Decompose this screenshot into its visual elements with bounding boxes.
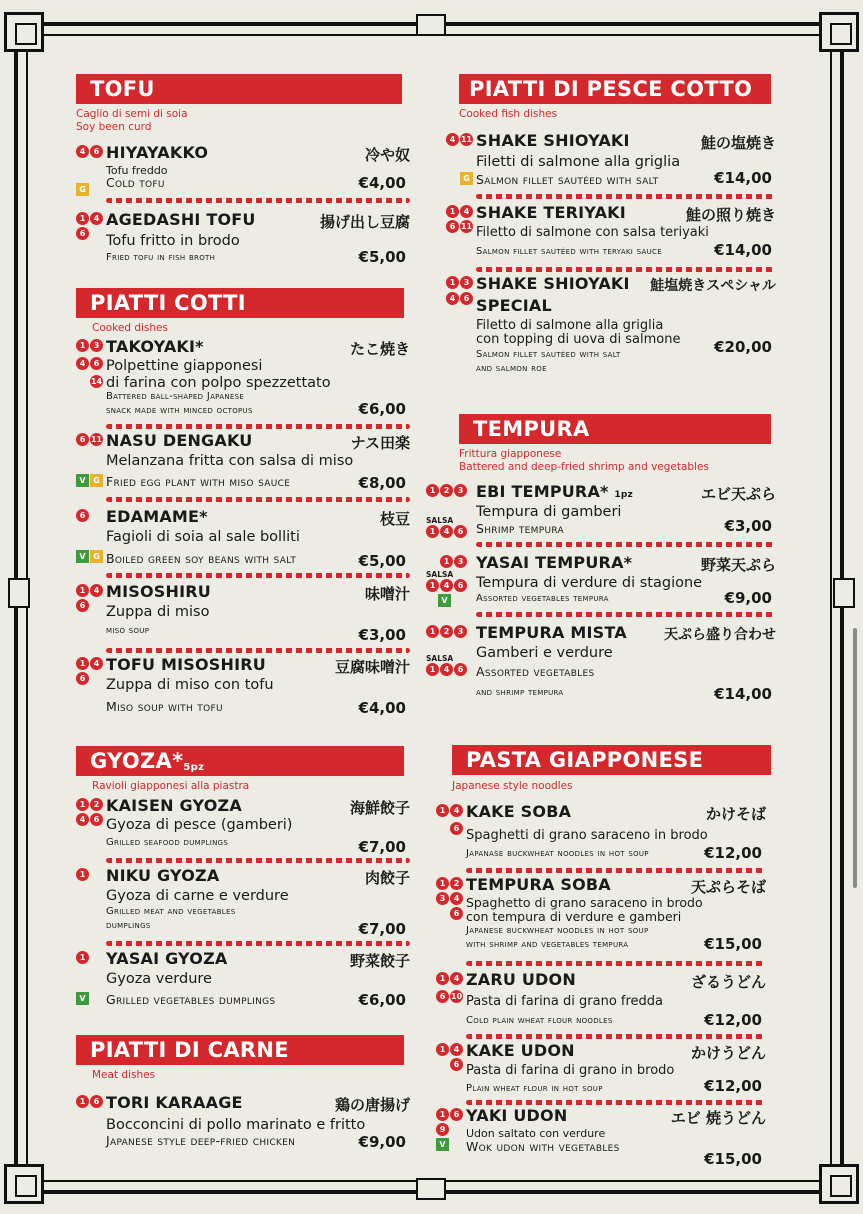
divider-wave (106, 858, 410, 863)
allergen-badge: 11 (90, 435, 103, 444)
item-japanese-name: エビ 焼うどん (670, 1109, 766, 1127)
item-english: dumplings (106, 920, 151, 931)
allergen-badges (446, 133, 476, 187)
divider-wave (106, 424, 410, 429)
section-title: TOFU (76, 74, 402, 104)
section-title (76, 746, 404, 776)
item-name: NIKU GYOZA (106, 866, 220, 885)
allergen-badge: 6 (446, 220, 459, 233)
allergen-badges (446, 205, 476, 235)
frame-notch (416, 14, 446, 36)
item-description: Filetti di salmone alla griglia (476, 154, 681, 170)
salsa-label: SALSA (426, 570, 454, 579)
divider-wave (476, 542, 776, 547)
item-price: €5,00 (358, 248, 406, 266)
allergen-badges (76, 1095, 106, 1110)
allergen-badge: 1 (436, 804, 449, 817)
divider-wave (476, 194, 776, 199)
divider-wave (466, 961, 766, 966)
item-english: Salmon fillet sautéed with salt (476, 349, 621, 360)
allergen-badge: 1 (436, 1043, 449, 1056)
vegetarian-tag: V (76, 474, 89, 487)
item-price: €14,00 (714, 169, 772, 187)
allergen-badge: 4 (90, 212, 103, 225)
item-japanese-name: 野菜天ぷら (700, 556, 776, 574)
item-japanese-name: 冷や奴 (364, 146, 410, 164)
item-english: with shrimp and vegetables tempura (466, 939, 629, 950)
gluten-free-tag: G (90, 474, 103, 487)
allergen-badge: 2 (440, 484, 453, 497)
item-price: €20,00 (714, 338, 772, 356)
allergen-badge: 6 (454, 663, 467, 676)
item-english: Battered ball-shaped Japanese (106, 391, 245, 402)
item-english: Salmon fillet sautéed with salt (476, 172, 659, 187)
item-name: SHAKE SHIOYAKI (476, 131, 630, 150)
corner-ornament (4, 12, 44, 52)
section-subtitle: Ravioli giapponesi alla piastra (92, 780, 250, 792)
item-description: Tofu freddo (106, 164, 168, 177)
item-description: Filetto di salmone con salsa teriyaki (476, 225, 709, 240)
allergen-badge: 4 (76, 813, 89, 826)
item-english: Salmon fillet sautéed with teryaki sauce (476, 246, 662, 257)
allergen-badge: 6 (90, 145, 103, 158)
item-price: €4,00 (358, 699, 406, 717)
allergen-badges (436, 804, 466, 837)
allergen-badge: 11 (460, 135, 473, 144)
item-description: Zuppa di miso con tofu (106, 677, 274, 693)
item-english: Shrimp tempura (476, 521, 564, 536)
allergen-badge: 6 (90, 1095, 103, 1108)
frame-notch (416, 1178, 446, 1200)
allergen-badge: 6 (450, 1108, 463, 1121)
section-title-text: GYOZA* (90, 749, 184, 773)
allergen-badge: 11 (460, 222, 473, 231)
item-name: TOFU MISOSHIRU (106, 655, 266, 674)
item-english: miso soup (106, 625, 150, 636)
item-description: Tofu fritto in brodo (106, 233, 240, 249)
allergen-badge: 6 (460, 292, 473, 305)
gluten-free-tag: G (90, 550, 103, 563)
item-description: Pasta di farina di grano fredda (466, 994, 664, 1009)
item-description: con tempura di verdure e gamberi (466, 909, 682, 924)
item-description: Spaghetto di grano saraceno in brodo (466, 895, 703, 910)
item-description: Polpettine giapponesi (106, 358, 263, 374)
allergen-badge: 6 (90, 813, 103, 826)
item-japanese-name: 肉餃子 (364, 869, 410, 887)
item-description: Gyoza di pesce (gamberi) (106, 817, 293, 833)
section-subtitle: Cooked fish dishes (459, 108, 558, 120)
allergen-badge: 1 (76, 212, 89, 225)
allergen-badge: 3 (90, 339, 103, 352)
allergen-badge: 6 (436, 990, 449, 1003)
allergen-badges (436, 1043, 466, 1073)
item-japanese-name: 味噌汁 (364, 585, 410, 603)
allergen-badges (76, 951, 106, 1007)
item-name: YAKI UDON (466, 1106, 568, 1125)
item-description: di farina con polpo spezzettato (106, 375, 331, 391)
item-japanese-name: かけうどん (690, 1044, 766, 1062)
item-name: AGEDASHI TOFU (106, 210, 256, 229)
item-price: €12,00 (704, 844, 762, 862)
item-description: Pasta di farina di grano in brodo (466, 1063, 675, 1078)
allergen-badge: 6 (76, 433, 89, 446)
allergen-badge: 1 (76, 868, 89, 881)
allergen-badge: 1 (426, 484, 439, 497)
allergen-badge: 1 (446, 205, 459, 218)
allergen-badge: 3 (460, 276, 473, 289)
item-description: Tempura di gamberi (476, 504, 622, 520)
item-name: SHAKE SHIOYAKI (476, 274, 630, 293)
section-subtitle: Battered and deep-fried shrimp and vegetables (459, 461, 709, 473)
section-subtitle: Frittura giapponese (459, 448, 562, 460)
allergen-badges (426, 484, 476, 540)
allergen-badge: 3 (454, 555, 467, 568)
allergen-badge: 6 (76, 509, 89, 522)
allergen-badge: 3 (454, 625, 467, 638)
item-price: €6,00 (358, 991, 406, 1009)
item-price: €3,00 (724, 517, 772, 535)
section-gyoza (76, 746, 410, 793)
item-description: Gamberi e verdure (476, 645, 613, 661)
item-japanese-name: 揚げ出し豆腐 (319, 213, 410, 231)
item-english: snack made with minced octopus (106, 405, 253, 416)
item-price: €14,00 (714, 241, 772, 259)
item-price: €6,00 (358, 400, 406, 418)
allergen-badges (76, 145, 106, 198)
item-price: €8,00 (358, 474, 406, 492)
item-name: TEMPURA MISTA (476, 623, 627, 642)
corner-ornament (819, 1164, 859, 1204)
item-name-text: EBI TEMPURA* (476, 482, 609, 501)
allergen-badge: 4 (440, 663, 453, 676)
allergen-badge: 1 (76, 657, 89, 670)
section-subtitle: Cooked dishes (92, 322, 168, 334)
allergen-badges (76, 212, 106, 242)
divider-wave (466, 868, 766, 873)
item-name: KAISEN GYOZA (106, 796, 242, 815)
item-price: €7,00 (358, 920, 406, 938)
allergen-badge: 6 (76, 599, 89, 612)
item-name: SHAKE TERIYAKI (476, 203, 626, 222)
item-name: MISOSHIRU (106, 582, 211, 601)
allergen-badge: 10 (450, 992, 463, 1001)
item-english: Grilled meat and vegetables (106, 906, 236, 917)
item-price: €14,00 (714, 685, 772, 703)
item-name: YASAI TEMPURA* (476, 553, 633, 572)
allergen-badge: 1 (436, 1108, 449, 1121)
item-japanese-name: かけそば (705, 805, 766, 823)
gluten-free-tag: G (76, 183, 89, 196)
allergen-badge: 4 (76, 357, 89, 370)
item-english: Wok udon with vegetables (466, 1139, 620, 1154)
item-english: Assorted vegetables tempura (476, 593, 609, 604)
allergen-badge: 6 (76, 227, 89, 240)
item-price: €9,00 (724, 589, 772, 607)
item-english: Fried tofu in fish broth (106, 252, 216, 263)
allergen-badges (446, 276, 476, 307)
item-name (476, 482, 633, 501)
item-name: HIYAYAKKO (106, 143, 209, 162)
item-name: ZARU UDON (466, 970, 576, 989)
allergen-badge: 4 (440, 579, 453, 592)
allergen-badge: 4 (446, 133, 459, 146)
item-description: Spaghetti di grano saraceno in brodo (466, 828, 708, 843)
item-japanese-name: 鮭塩焼きスペシャル (650, 278, 776, 294)
item-description: Zuppa di miso (106, 604, 210, 620)
allergen-badge: 1 (76, 1095, 89, 1108)
item-english: Miso soup with tofu (106, 699, 223, 714)
scrollbar[interactable] (853, 628, 857, 888)
divider-wave (106, 497, 410, 502)
salsa-label: SALSA (426, 654, 454, 663)
item-japanese-name: 海鮮餃子 (349, 799, 410, 817)
allergen-badge: 6 (454, 579, 467, 592)
allergen-badge: 6 (450, 907, 463, 920)
section-piatti-di-carne (76, 1035, 410, 1082)
allergen-badge: 4 (450, 1043, 463, 1056)
item-japanese-name: ナス田楽 (350, 434, 410, 452)
section-title-suffix: 5pz (183, 762, 205, 773)
allergen-badge: 1 (426, 579, 439, 592)
item-price: €7,00 (358, 838, 406, 856)
item-english: Cold tofu (106, 175, 165, 190)
allergen-badge: 4 (76, 145, 89, 158)
allergen-badge: 4 (90, 584, 103, 597)
allergen-badge: 14 (90, 377, 103, 386)
item-japanese-name: 鶏の唐揚げ (334, 1096, 410, 1114)
frame-notch (833, 578, 855, 608)
divider-wave (106, 198, 410, 203)
item-english: Grilled seafood dumplings (106, 837, 229, 848)
item-price: €12,00 (704, 1011, 762, 1029)
section-title: TEMPURA (459, 414, 771, 444)
item-price: €4,00 (358, 174, 406, 192)
section-title: PASTA GIAPPONESE (452, 745, 771, 775)
section-subtitle: Caglio di semi di soia (76, 108, 188, 120)
vegetarian-tag: V (438, 594, 451, 607)
section-piatti-di-pesce-cotto (459, 74, 771, 121)
allergen-badges (76, 584, 106, 614)
item-name: KAKE SOBA (466, 802, 572, 821)
allergen-badge: 9 (436, 1123, 449, 1136)
item-description: Bocconcini di pollo marinato e fritto (106, 1117, 366, 1133)
item-japanese-name: 鮭の照り焼き (685, 206, 776, 224)
allergen-badge: 2 (90, 798, 103, 811)
item-name-line2: SPECIAL (476, 296, 552, 315)
divider-wave (106, 648, 410, 653)
item-japanese-name: 豆腐味噌汁 (334, 658, 410, 676)
allergen-badges (436, 877, 466, 922)
allergen-badge: 3 (436, 892, 449, 905)
section-title: PIATTI DI CARNE (76, 1035, 404, 1065)
allergen-badge: 6 (450, 822, 463, 835)
item-japanese-name: 天ぷらそば (690, 878, 766, 896)
item-description: Udon saltato con verdure (466, 1127, 606, 1140)
allergen-badges (76, 339, 106, 390)
allergen-badge: 4 (440, 525, 453, 538)
item-name: EDAMAME* (106, 507, 208, 526)
allergen-badges (436, 1108, 466, 1153)
item-english: Plain wheat flour in hot soup (466, 1083, 603, 1094)
item-description: Melanzana fritta con salsa di miso (106, 453, 354, 469)
item-name: YASAI GYOZA (106, 949, 228, 968)
item-name: TAKOYAKI* (106, 337, 204, 356)
item-price: €3,00 (358, 626, 406, 644)
allergen-badge: 4 (450, 892, 463, 905)
frame-notch (8, 578, 30, 608)
item-name: TEMPURA SOBA (466, 875, 611, 894)
allergen-badge: 1 (426, 525, 439, 538)
item-price: €15,00 (704, 1150, 762, 1168)
allergen-badge: 1 (426, 663, 439, 676)
item-japanese-name: エビ天ぷら (700, 485, 776, 503)
vegetarian-tag: V (436, 1138, 449, 1151)
item-description: Gyoza di carne e verdure (106, 888, 289, 904)
divider-wave (106, 941, 410, 946)
item-japanese-name: 枝豆 (379, 510, 410, 528)
allergen-badges (76, 433, 106, 489)
allergen-badge: 1 (440, 555, 453, 568)
section-subtitle: Japanese style noodles (452, 780, 573, 792)
item-name: NASU DENGAKU (106, 431, 253, 450)
allergen-badges (76, 798, 106, 828)
divider-wave (106, 573, 410, 578)
allergen-badge: 6 (76, 672, 89, 685)
divider-wave (466, 1034, 766, 1039)
allergen-badge: 1 (446, 276, 459, 289)
allergen-badges (76, 657, 106, 687)
allergen-badges (76, 868, 106, 883)
item-english: and shrimp tempura (476, 687, 564, 698)
item-description: Fagioli di soia al sale bolliti (106, 529, 300, 545)
item-english: Assorted vegetables (476, 664, 595, 679)
allergen-badge: 2 (450, 877, 463, 890)
allergen-badge: 2 (440, 625, 453, 638)
item-description: con topping di uova di salmone (476, 332, 681, 347)
corner-ornament (4, 1164, 44, 1204)
allergen-badge: 1 (76, 339, 89, 352)
divider-wave (476, 612, 776, 617)
item-japanese-name: 野菜餃子 (349, 952, 410, 970)
item-description: Gyoza verdure (106, 971, 212, 987)
section-subtitle: Soy been curd (76, 121, 152, 133)
allergen-badges (76, 509, 106, 565)
allergen-badge: 4 (450, 804, 463, 817)
item-english: Grilled vegetables dumplings (106, 992, 276, 1007)
item-japanese-name: 鮭の塩焼き (700, 134, 776, 152)
section-title: PIATTI COTTI (76, 288, 404, 318)
item-japanese-name: ざるうどん (690, 973, 766, 991)
item-english: Fried egg plant with miso sauce (106, 474, 291, 489)
section-title: PIATTI DI PESCE COTTO (459, 74, 771, 104)
section-tempura (459, 414, 771, 474)
allergen-badge: 1 (76, 951, 89, 964)
allergen-badges (436, 972, 466, 1005)
item-price: €9,00 (358, 1133, 406, 1151)
item-name: TORI KARAAGE (106, 1093, 243, 1112)
section-subtitle: Meat dishes (92, 1069, 156, 1081)
item-english: Boiled green soy beans with salt (106, 551, 297, 566)
section-piatti-cotti (76, 288, 410, 335)
vegetarian-tag: V (76, 550, 89, 563)
allergen-badge: 1 (436, 972, 449, 985)
divider-wave (476, 267, 776, 272)
item-name-suffix: 1pz (614, 490, 633, 500)
item-name: KAKE UDON (466, 1041, 575, 1060)
allergen-badge: 1 (76, 798, 89, 811)
section-tofu (76, 74, 410, 134)
allergen-badge: 1 (426, 625, 439, 638)
allergen-badge: 6 (454, 525, 467, 538)
allergen-badges (426, 555, 476, 609)
item-description: Tempura di verdure di stagione (476, 575, 703, 591)
allergen-badge: 4 (450, 972, 463, 985)
item-english: Japanese buckwheat noodles in hot soup (466, 925, 649, 936)
item-english: Japanase buckwheat noodles in hot soup (466, 848, 649, 859)
item-description: Filetto di salmone alla griglia (476, 318, 664, 333)
item-english: and salmon roe (476, 363, 547, 374)
allergen-badge: 4 (460, 205, 473, 218)
allergen-badge: 6 (90, 357, 103, 370)
item-japanese-name: たこ焼き (349, 340, 410, 358)
item-english: Cold plain wheat flour noodles (466, 1015, 613, 1026)
section-pasta-giapponese (452, 745, 771, 793)
allergen-badge: 1 (436, 877, 449, 890)
item-price: €15,00 (704, 935, 762, 953)
vegetarian-tag: V (76, 992, 89, 1005)
allergen-badge: 4 (90, 657, 103, 670)
allergen-badge: 4 (446, 292, 459, 305)
item-japanese-name: 天ぷら盛り合わせ (664, 627, 776, 643)
item-english: Japanese style deep-fried chicken (106, 1133, 296, 1148)
divider-wave (466, 1100, 766, 1105)
allergen-badge: 6 (450, 1058, 463, 1071)
corner-ornament (819, 12, 859, 52)
item-price: €5,00 (358, 552, 406, 570)
allergen-badges (426, 625, 476, 678)
gluten-free-tag: G (460, 172, 473, 185)
allergen-badge: 1 (76, 584, 89, 597)
salsa-label: SALSA (426, 516, 454, 525)
allergen-badge: 3 (454, 484, 467, 497)
item-price: €12,00 (704, 1077, 762, 1095)
